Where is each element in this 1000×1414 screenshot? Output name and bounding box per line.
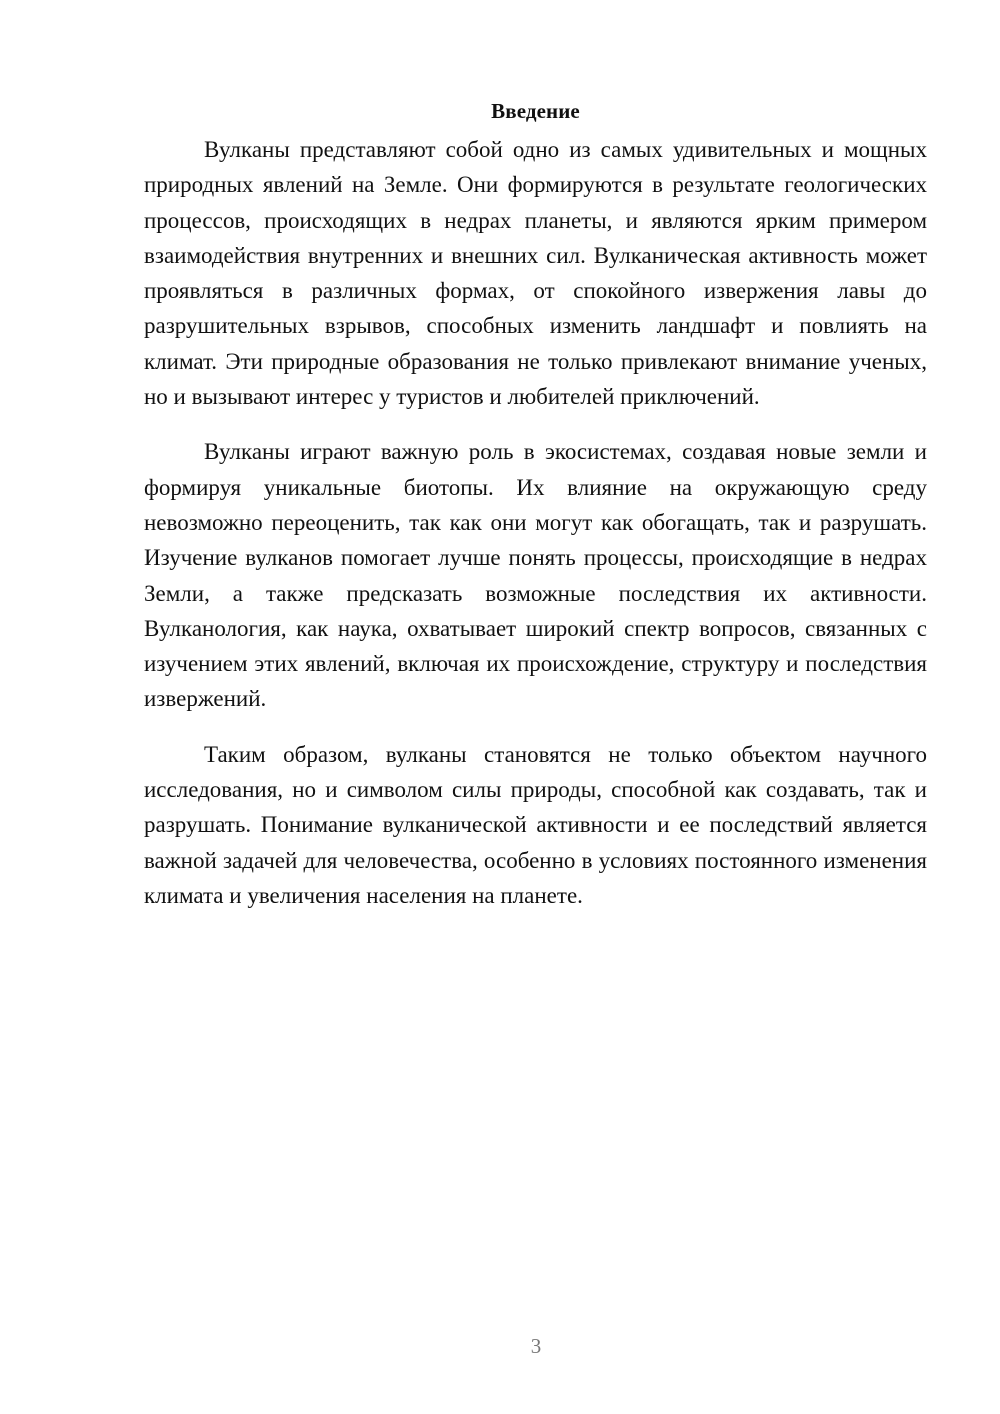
paragraph-1: Вулканы представляют собой одно из самых удивительных и мощных природных явлений на Земле. Они формируются в результате геологических процессов, происходящих в недрах планеты, и являются ярким примером взаимодействия внутренних и внешних сил. Вулканическая активность может проявляться в различных формах, от спокойного извержения лавы до разрушительных взрывов, способных изменить ландшафт и повлиять на климат. Эти природные образования не только привлекают внимание ученых, но и вызывают интерес у туристов и любителей приключений. xyxy=(144,137,927,410)
page-number: 3 xyxy=(530,1334,542,1358)
page-content xyxy=(144,96,927,933)
paragraph-2: Вулканы играют важную роль в экосистемах, создавая новые земли и формируя уникальные биотопы. Их влияние на окружающую среду невозможно переоценить, так как они могут как обогащать, так и разрушать. Изучение вулканов помогает лучше понять процессы, происходящие в недрах Земли, а также предсказать возможные последствия их активности. Вулканология, как наука, охватывает широкий спектр вопросов, связанных с изучением этих явлений, включая их происхождение, структуру и последствия извержений. xyxy=(144,439,927,712)
section-heading: Введение xyxy=(491,99,580,123)
paragraph-3: Таким образом, вулканы становятся не только объектом научного исследования, но и символом силы природы, способной как создавать, так и разрушать. Понимание вулканической активности и ее последствий является важной задачей для человечества, особенно в условиях постоянного изменения климата и увеличения населения на планете. xyxy=(144,741,927,908)
